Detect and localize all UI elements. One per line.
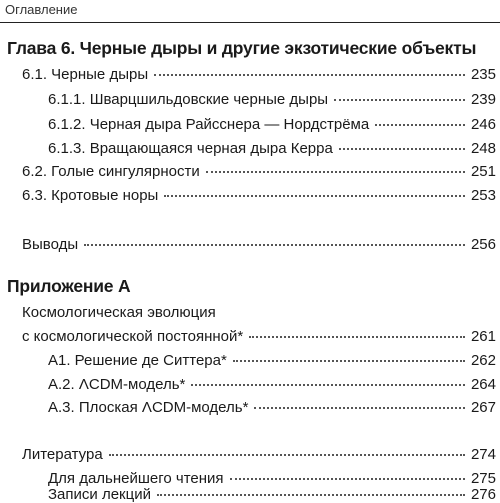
leader-dots — [157, 494, 465, 496]
toc-entry-label: Выводы — [22, 236, 79, 253]
leader-dots — [334, 99, 465, 101]
toc-page-number: 235 — [470, 66, 496, 83]
toc-page-number: 267 — [470, 399, 496, 416]
chapter-6-heading: Глава 6. Черные дыры и другие экзотические объекты — [7, 38, 477, 58]
toc-page-number: 276 — [470, 486, 496, 503]
toc-entry-conclusions[interactable] — [22, 236, 496, 253]
leader-dots — [375, 124, 465, 126]
toc-entry-6-3[interactable] — [22, 187, 496, 204]
toc-page-number: 256 — [470, 236, 496, 253]
leader-dots — [233, 360, 465, 362]
toc-entry-6-2[interactable] — [22, 163, 496, 180]
leader-dots — [230, 478, 465, 480]
toc-entry-6-1-2[interactable] — [48, 116, 496, 133]
leader-dots — [164, 195, 465, 197]
toc-entry-literature[interactable] — [22, 446, 496, 463]
toc-page-number: 262 — [470, 352, 496, 369]
leader-dots — [154, 74, 465, 76]
toc-entry-appendix-a-intro[interactable] — [22, 328, 496, 345]
toc-entry-label: 6.2. Голые сингулярности — [22, 163, 200, 180]
toc-entry-label: Для дальнейшего чтения — [48, 470, 224, 487]
leader-dots — [206, 171, 465, 173]
toc-page-number: 239 — [470, 91, 496, 108]
toc-entry-6-1-1[interactable] — [48, 91, 496, 108]
toc-entry-6-1[interactable] — [22, 66, 496, 83]
toc-entry-a1[interactable] — [48, 352, 496, 369]
toc-entry-label: А.2. ΛCDM-модель* — [48, 376, 186, 393]
toc-page-number: 275 — [470, 470, 496, 487]
toc-entry-label: с космологической постоянной* — [22, 328, 244, 345]
toc-page-number: 251 — [470, 163, 496, 180]
toc-entry-a2[interactable] — [48, 376, 496, 393]
toc-page-number: 253 — [470, 187, 496, 204]
toc-entry-label: 6.1.2. Черная дыра Райсснера — Нордстрёма — [48, 116, 370, 133]
toc-entry-label: Записи лекций — [48, 486, 151, 503]
running-header: Оглавление — [5, 2, 78, 17]
leader-dots — [254, 407, 465, 409]
toc-entry-label: 6.3. Кротовые норы — [22, 187, 159, 204]
toc-entry-label: Литература — [22, 446, 103, 463]
toc-page-number: 274 — [470, 446, 496, 463]
toc-page-number: 261 — [470, 328, 496, 345]
toc-entry-further-reading[interactable] — [48, 470, 496, 487]
appendix-a-intro-line1: Космологическая эволюция — [22, 304, 216, 321]
leader-dots — [84, 244, 465, 246]
toc-entry-label: 6.1. Черные дыры — [22, 66, 149, 83]
header-rule — [0, 22, 500, 23]
toc-page-number: 264 — [470, 376, 496, 393]
toc-entry-6-1-3[interactable] — [48, 140, 496, 157]
toc-entry-label: А1. Решение де Ситтера* — [48, 352, 227, 369]
leader-dots — [249, 336, 465, 338]
leader-dots — [109, 454, 465, 456]
toc-entry-lecture-notes[interactable] — [48, 486, 496, 503]
toc-entry-label: 6.1.3. Вращающаяся черная дыра Керра — [48, 140, 333, 157]
leader-dots — [191, 384, 465, 386]
toc-page-number: 248 — [470, 140, 496, 157]
toc-entry-label: 6.1.1. Шварцшильдовские черные дыры — [48, 91, 329, 108]
toc-entry-label: А.3. Плоская ΛCDM-модель* — [48, 399, 249, 416]
toc-entry-a3[interactable] — [48, 399, 496, 416]
leader-dots — [339, 148, 465, 150]
appendix-a-heading: Приложение А — [7, 276, 131, 296]
toc-page-number: 246 — [470, 116, 496, 133]
